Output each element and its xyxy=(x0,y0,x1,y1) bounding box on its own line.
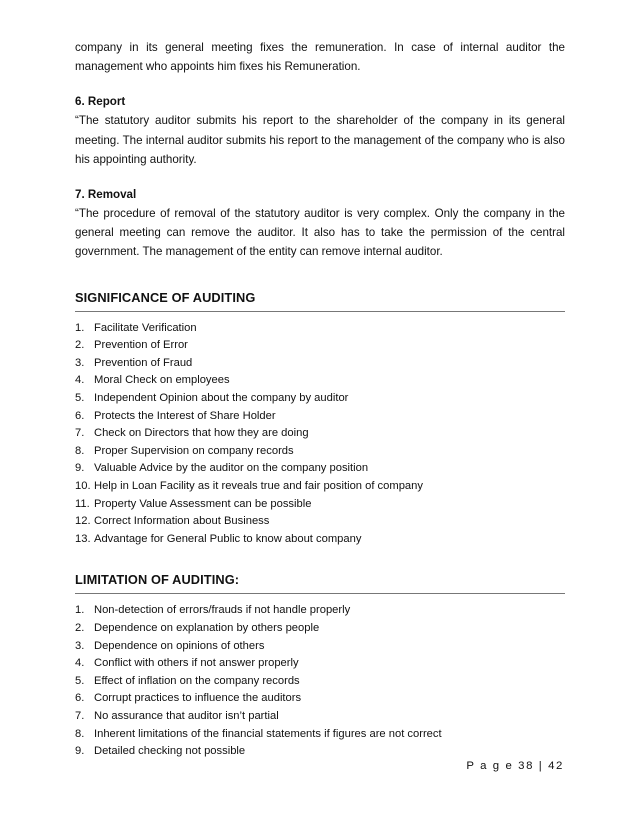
list-item-number: 7. xyxy=(75,709,85,722)
list-item-text: Corrupt practices to influence the auditors xyxy=(94,692,302,705)
list-item-text: Proper Supervision on company records xyxy=(94,444,294,457)
list-item-number: 3. xyxy=(75,639,85,652)
significance-item xyxy=(75,337,565,355)
list-item-text: Inherent limitations of the financial statements if figures are not correct xyxy=(94,727,442,740)
list-item-text: Dependence on opinions of others xyxy=(94,639,265,652)
significance-item xyxy=(75,443,565,461)
list-item-text: Independent Opinion about the company by auditor xyxy=(94,392,349,404)
list-item-number: 12. xyxy=(75,515,91,528)
limitation-item xyxy=(75,708,565,726)
list-item-text: Help in Loan Facility as it reveals true and fair position of company xyxy=(94,479,423,492)
list-item-text: Property Value Assessment can be possible xyxy=(94,497,312,510)
significance-section xyxy=(75,288,565,549)
significance-item xyxy=(75,372,565,390)
list-item-number: 4. xyxy=(75,657,85,670)
limitation-item xyxy=(75,638,565,656)
list-item-text: Protects the Interest of Share Holder xyxy=(94,409,276,422)
significance-item xyxy=(75,478,565,496)
list-item-number: 8. xyxy=(75,727,85,740)
page-number-footer: P a g e 38 | 42 xyxy=(466,760,564,772)
significance-item xyxy=(75,320,565,338)
list-item-number: 4. xyxy=(75,374,85,387)
limitation-item xyxy=(75,620,565,638)
list-item-number: 9. xyxy=(75,745,85,758)
limitation-item xyxy=(75,673,565,691)
significance-item xyxy=(75,460,565,478)
significance-item xyxy=(75,531,565,549)
list-item-text: Dependence on explanation by others people xyxy=(94,621,320,634)
document-page xyxy=(75,38,565,761)
list-item-text: Check on Directors that how they are doing xyxy=(94,427,309,440)
significance-heading: SIGNIFICANCE OF AUDITING xyxy=(75,289,256,305)
list-item-number: 10. xyxy=(75,479,91,492)
report-section xyxy=(75,92,565,169)
limitation-item xyxy=(75,655,565,673)
list-item-text: Conflict with others if not answer properly xyxy=(94,657,299,670)
list-item-text: Effect of inflation on the company records xyxy=(94,674,300,687)
limitation-item xyxy=(75,743,565,761)
list-item-number: 13. xyxy=(75,532,91,545)
list-item-number: 5. xyxy=(75,674,85,687)
list-item-text: Correct Information about Business xyxy=(94,515,270,528)
list-item-number: 3. xyxy=(75,356,85,369)
list-item-number: 6. xyxy=(75,692,85,705)
list-item-text: Moral Check on employees xyxy=(94,374,230,387)
list-item-number: 7. xyxy=(75,427,85,440)
list-item-text: Valuable Advice by the auditor on the company position xyxy=(94,462,369,475)
list-item-number: 6. xyxy=(75,409,85,422)
limitation-list xyxy=(75,602,565,760)
list-item-text: Detailed checking not possible xyxy=(94,745,246,758)
removal-section xyxy=(75,185,565,262)
list-item-number: 1. xyxy=(75,321,85,334)
significance-item xyxy=(75,390,565,408)
significance-list xyxy=(75,320,565,549)
limitation-item xyxy=(75,726,565,744)
list-item-text: Prevention of Fraud xyxy=(94,356,193,369)
list-item-text: Prevention of Error xyxy=(94,339,188,352)
significance-item xyxy=(75,513,565,531)
list-item-text: Advantage for General Public to know about company xyxy=(94,532,362,545)
limitation-section xyxy=(75,570,565,760)
significance-item xyxy=(75,496,565,514)
list-item-number: 2. xyxy=(75,621,85,634)
significance-item xyxy=(75,425,565,443)
list-item-number: 9. xyxy=(75,462,85,475)
list-item-text: Non-detection of errors/frauds if not handle properly xyxy=(94,604,351,617)
list-item-number: 1. xyxy=(75,604,85,617)
limitation-heading: LIMITATION OF AUDITING: xyxy=(75,572,240,588)
report-paragraph: “The statutory auditor submits his report to the shareholder of the company in its general meeting. The internal auditor submits his report to the management of the company who is also his appointing authority. xyxy=(75,114,565,166)
significance-item xyxy=(75,408,565,426)
list-item-number: 11. xyxy=(75,497,90,510)
limitation-item xyxy=(75,602,565,620)
list-item-number: 2. xyxy=(75,339,85,352)
significance-rule xyxy=(75,311,565,312)
list-item-number: 8. xyxy=(75,444,85,457)
limitation-rule xyxy=(75,593,565,594)
removal-heading: 7. Removal xyxy=(75,188,137,202)
significance-item xyxy=(75,355,565,373)
intro-paragraph: company in its general meeting fixes the remuneration. In case of internal auditor the management who appoints him fixes his Remuneration. xyxy=(75,41,565,74)
removal-paragraph: “The procedure of removal of the statutory auditor is very complex. Only the company in the general meeting can remove the auditor. It also has to take the permission of the central government. The management of the entity can remove internal auditor. xyxy=(75,207,565,259)
limitation-item xyxy=(75,690,565,708)
list-item-number: 5. xyxy=(75,392,85,404)
list-item-text: Facilitate Verification xyxy=(94,321,197,334)
list-item-text: No assurance that auditor isn’t partial xyxy=(94,709,279,722)
report-heading: 6. Report xyxy=(75,95,126,109)
